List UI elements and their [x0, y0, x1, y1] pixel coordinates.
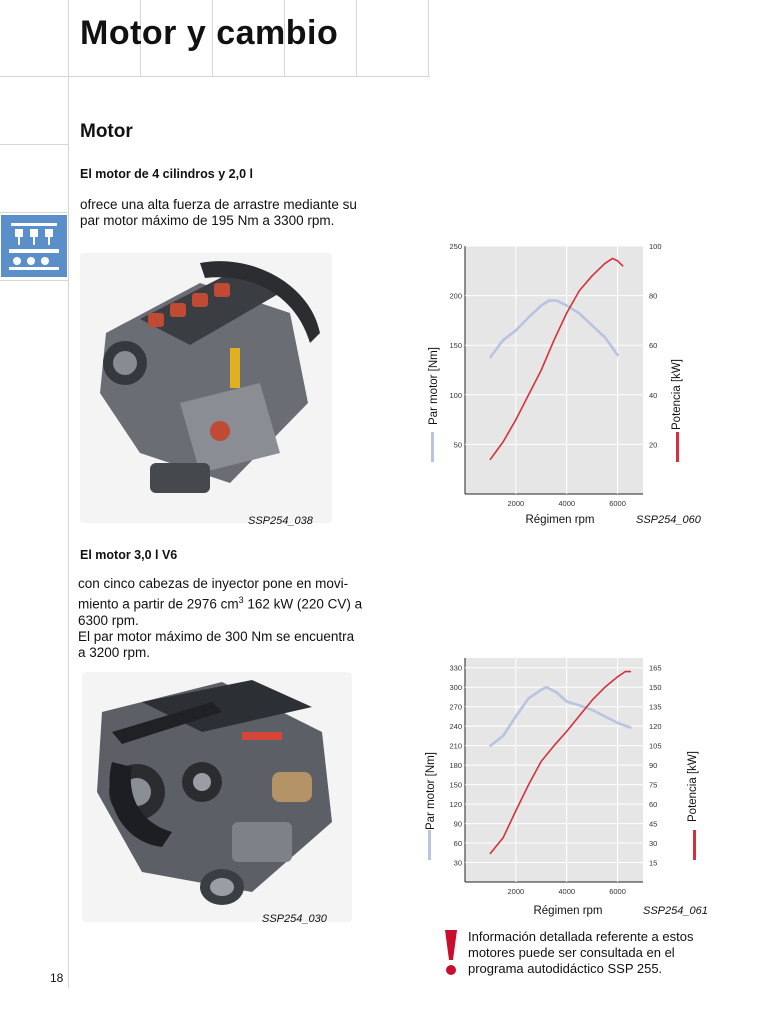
engine2-text-part: miento a partir de 2976 cm [78, 596, 239, 612]
chart1-y-tick-label-left: 50 [453, 440, 462, 450]
chart2-x-tick-label: 6000 [609, 887, 626, 896]
engine2-text-line: 6300 rpm. [78, 612, 139, 628]
chart1-y-tick-label-right: 80 [649, 291, 658, 301]
chart1-y-tick-label-right: 20 [649, 440, 658, 450]
chart-engine2 [422, 650, 722, 922]
chart1-caption: SSP254_060 [636, 514, 701, 526]
chart1-xlabel: Régimen rpm [525, 514, 595, 526]
engine2-description [78, 576, 398, 661]
grid-line [68, 0, 69, 988]
chart2-y-tick-label-left: 300 [449, 683, 462, 693]
chart2-y-tick-label-right: 15 [649, 858, 658, 868]
engine2-photo [82, 672, 352, 922]
chart2-y-tick-label-left: 90 [453, 819, 462, 829]
engine1-text-line: par motor máximo de 195 Nm a 3300 rpm. [80, 213, 335, 228]
grid-line [0, 76, 430, 77]
grid-line [0, 212, 68, 213]
page-number: 18 [50, 971, 64, 985]
chart2-svg [422, 650, 722, 922]
chart2-y-tick-label-left: 30 [453, 858, 462, 868]
info-note [468, 929, 748, 977]
chart1-x-tick-label: 6000 [609, 499, 626, 508]
engine2-text-part: 162 kW (220 CV) a [243, 596, 363, 612]
chart2-y-tick-label-right: 30 [649, 839, 658, 849]
chart1-x-tick-label: 2000 [507, 499, 525, 508]
engine2-photo-caption: SSP254_030 [262, 913, 327, 925]
chart2-y-tick-label-left: 60 [453, 839, 462, 849]
chart2-legend-torque [428, 830, 431, 860]
chart2-y-tick-label-right: 165 [649, 663, 662, 673]
chart2-y-tick-label-right: 90 [649, 761, 658, 771]
engine2-text-line: con cinco cabezas de inyector pone en movi- [78, 576, 349, 591]
chart1-y-tick-label-right: 40 [649, 390, 658, 400]
chart2-legend-power [693, 830, 696, 860]
chart1-y-tick-label-left: 250 [449, 242, 462, 251]
chart1-legend-torque [431, 432, 434, 462]
chart2-y-tick-label-right: 105 [649, 741, 662, 751]
chart2-y-tick-label-left: 210 [449, 741, 462, 751]
chart2-y-tick-label-left: 270 [449, 702, 462, 712]
chart2-y-tick-label-right: 120 [649, 722, 662, 732]
chart1-x-tick-label: 4000 [558, 499, 576, 508]
chart2-y-tick-label-left: 150 [449, 780, 462, 790]
chart-engine1 [422, 240, 722, 530]
chart1-y-tick-label-left: 100 [449, 390, 462, 400]
grid-line [428, 0, 429, 76]
grid-line [356, 0, 357, 76]
chart2-x-tick-label: 4000 [558, 887, 576, 896]
note-line: motores puede ser consultada en el [468, 945, 675, 960]
page-title: Motor y cambio [80, 14, 339, 52]
engine1-description [80, 197, 400, 229]
chart2-y-tick-label-left: 240 [449, 722, 462, 732]
engine2-superscript: 3 [238, 595, 244, 605]
chart1-ylabel-left: Par motor [Nm] [428, 347, 440, 425]
grid-line [0, 144, 68, 145]
exclamation-icon [442, 928, 460, 976]
engine1-photo [80, 253, 332, 523]
engine-section-icon [1, 215, 67, 277]
chart2-ylabel-right: Potencia [kW] [687, 751, 699, 822]
chart1-ylabel-right: Potencia [kW] [671, 359, 683, 430]
grid-line [0, 280, 68, 281]
chart1-y-tick-label-left: 150 [449, 341, 462, 351]
chart1-y-tick-label-right: 60 [649, 341, 658, 351]
chart2-y-tick-label-right: 75 [649, 780, 658, 790]
engine2-text-line [78, 592, 398, 613]
chart2-y-tick-label-right: 60 [649, 800, 658, 810]
engine2-text-line: a 3200 rpm. [78, 644, 151, 660]
engine1-text-line: ofrece una alta fuerza de arrastre mediante su [80, 197, 357, 212]
note-line: Información detallada referente a estos [468, 929, 694, 944]
engine1-heading: El motor de 4 cilindros y 2,0 l [80, 167, 253, 181]
chart2-y-tick-label-right: 45 [649, 819, 658, 829]
chart2-ylabel-left: Par motor [Nm] [425, 752, 437, 830]
chart2-x-tick-label: 2000 [507, 887, 525, 896]
chart2-y-tick-label-left: 120 [449, 800, 462, 810]
chart2-caption: SSP254_061 [643, 905, 708, 917]
section-heading: Motor [80, 121, 133, 142]
chart2-y-tick-label-left: 330 [449, 663, 462, 673]
engine2-heading: El motor 3,0 l V6 [80, 548, 178, 562]
chart2-xlabel: Régimen rpm [533, 905, 603, 917]
note-line: programa autodidáctico SSP 255. [468, 961, 663, 976]
engine1-photo-caption: SSP254_038 [248, 515, 313, 527]
chart1-y-tick-label-left: 200 [449, 291, 462, 301]
chart2-y-tick-label-right: 150 [649, 683, 662, 693]
engine2-text-line: El par motor máximo de 300 Nm se encuentra [78, 628, 355, 644]
chart1-legend-power [676, 432, 679, 462]
chart1-y-tick-label-right: 100 [649, 242, 662, 251]
chart2-y-tick-label-right: 135 [649, 702, 662, 712]
chart1-svg [422, 240, 722, 530]
chart2-y-tick-label-left: 180 [449, 761, 462, 771]
